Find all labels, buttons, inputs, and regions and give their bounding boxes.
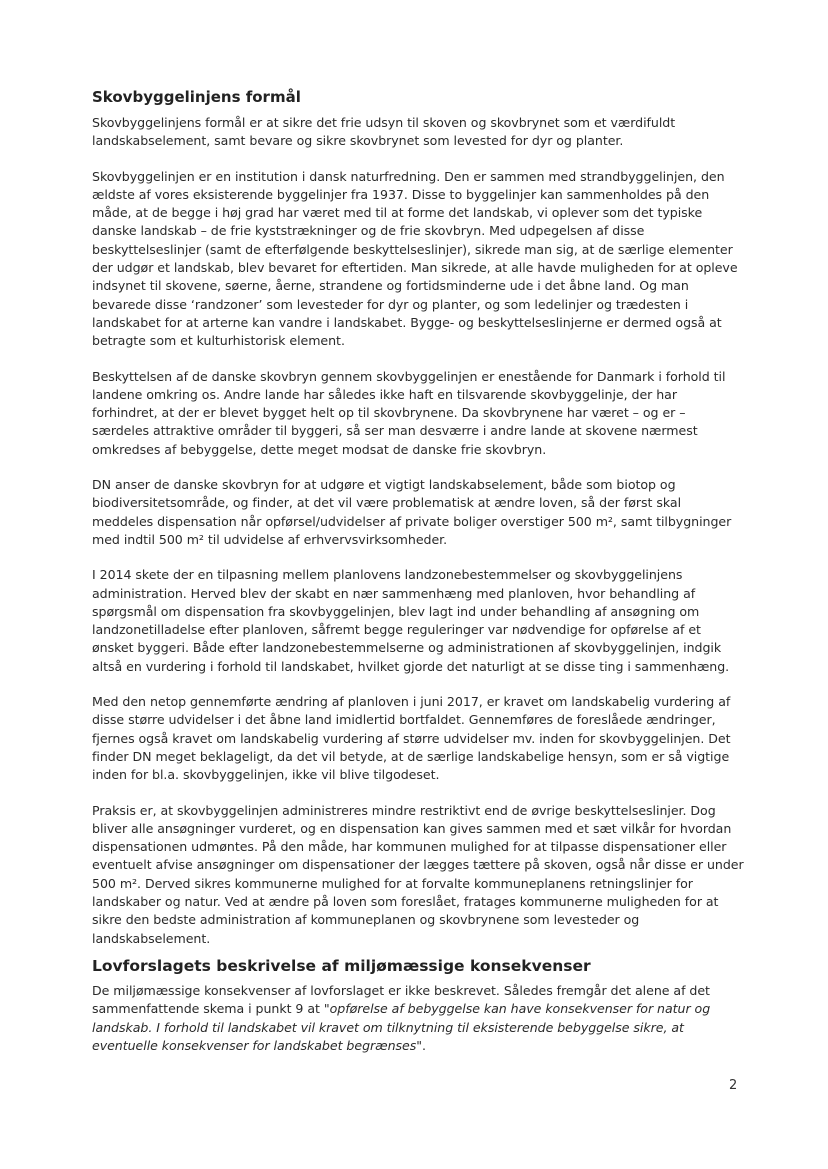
paragraph-protection: Beskyttelsen af de danske skovbryn gennem skovbyggelinjen er enestående for Danmark i forhold til landene omkring os. Andre lande har således ikke haft en tilsvarende skovbyggelinje, der har forhindret, at der er blevet bygget helt op til skovbrynene. Da skovbrynene har været – og er – særdeles attraktive områder til byggeri, så ser man desværre i andre lande at skovene nærmest omkredses af bebyggelse, dette meget modsat de danske frie skovbryn. bbox=[92, 368, 726, 457]
consequences-section bbox=[92, 982, 744, 1055]
consequences-intro: De miljømæssige konsekvenser af lovforslaget er ikke beskrevet. Således fremgår det alene af det sammenfattende skema i punkt 9 at bbox=[92, 983, 710, 1017]
page-number: 2 bbox=[729, 1078, 738, 1093]
consequences-quote: "opførelse af bebyggelse kan have konsekvenser for natur og landskab. I forhold til landskabet vil kravet om tilknytning til eksisterende bebyggelse sikre, at eventuelle konsekvenser for landskabet begrænses" bbox=[92, 1001, 711, 1053]
document-page bbox=[92, 82, 744, 1053]
consequences-end: . bbox=[422, 1037, 426, 1053]
paragraph-consequences bbox=[92, 982, 744, 1055]
paragraph-institution: Skovbyggelinjen er en institution i dansk naturfredning. Den er sammen med strandbyggelinjen, den ældste af vores eksisterende byggelinjer fra 1937. Disse to byggelinjer kan sammenholdes på den måde, at de begge i høj grad har været med til at forme det landskab, vi oplever som det typiske danske landskab – de frie kyststrækninger og de frie skovbryn. Med udpegelsen af disse beskyttelseslinjer (samt de efterfølgende beskyttelseslinjer), sikrede man sig, at de særlige elementer der udgør et landskab, blev bevaret for eftertiden. Man sikrede, at alle havde muligheden for at opleve indsynet til skovene, søerne, åerne, strandene og fortidsminderne ude i det åbne land. Og man bevarede disse ‘randzoner’ som levesteder for dyr og planter, og som ledelinjer og trædesten i landskabet for at arterne kan vandre i landskabet. Bygge- og beskyttelseslinjerne er dermed også at betragte som et kulturhistorisk element. bbox=[92, 168, 738, 349]
paragraph-purpose: Skovbyggelinjens formål er at sikre det frie udsyn til skoven og skovbrynet som et værdifuldt landskabselement, samt bevare og sikre skovbrynet som levested for dyr og planter. bbox=[92, 115, 676, 149]
paragraph-practice: Praksis er, at skovbyggelinjen administreres mindre restriktivt end de øvrige beskyttelseslinjer. Dog bliver alle ansøgninger vurderet, og en dispensation kan gives sammen med et sæt vilkår for hvordan dispensationen udmøntes. På den måde, har kommunen mulighed for at tilpasse dispensationer eller eventuelt afvise ansøgninger om dispensationer der lægges tættere på skoven, også når disse er under 500 m². Derved sikres kommunerne mulighed for at forvalte kommuneplanens retningslinjer for landskaber og natur. Ved at ændre på loven som foreslået, fratages kommunerne muligheden for at sikre den bedste administration af kommuneplanen og skovbrynene som levesteder og landskabselement. bbox=[92, 802, 744, 946]
section-heading-consequences: Lovforslagets beskrivelse af miljømæssige konsekvenser bbox=[92, 957, 591, 975]
section-heading-purpose: Skovbyggelinjens formål bbox=[92, 88, 301, 106]
paragraph-2017: Med den netop gennemførte ændring af planloven i juni 2017, er kravet om landskabelig vurdering af disse større udvidelser i det åbne land imidlertid bortfaldet. Gennemføres de foreslåede ændringer, fjernes også kravet om landskabelig vurdering af større udvidelser mv. inden for skovbyggelinjen. Det finder DN meget beklageligt, da det vil betyde, at de særlige landskabelige hensyn, som er så vigtige inden for bl.a. skovbyggelinjen, ikke vil blive tilgodeset. bbox=[92, 694, 731, 783]
paragraph-2014: I 2014 skete der en tilpasning mellem planlovens landzonebestemmelser og skovbyggelinjens administration. Herved blev der skabt en nær sammenhæng med planloven, hvor behandling af spørgsmål om dispensation fra skovbyggelinjen, blev lagt ind under behandling af ansøgning om landzonetilladelse efter planloven, såfremt begge reguleringer var nødvendige for opførelse af et ønsket byggeri. Både efter landzonebestemmelserne og administrationen af skovbyggelinjen, indgik altså en vurdering i forhold til landskabet, hvilket gjorde det naturligt at se disse ting i sammenhæng. bbox=[92, 567, 730, 674]
paragraph-dn-view: DN anser de danske skovbryn for at udgøre et vigtigt landskabselement, både som biotop og biodiversitetsområde, og finder, at det vil være problematisk at ændre loven, så der først skal meddeles dispensation når opførsel/udvidelser af private boliger overstiger 500 m², samt tilbygninger med indtil 500 m² til udvidelse af erhvervsvirksomheder. bbox=[92, 477, 732, 547]
